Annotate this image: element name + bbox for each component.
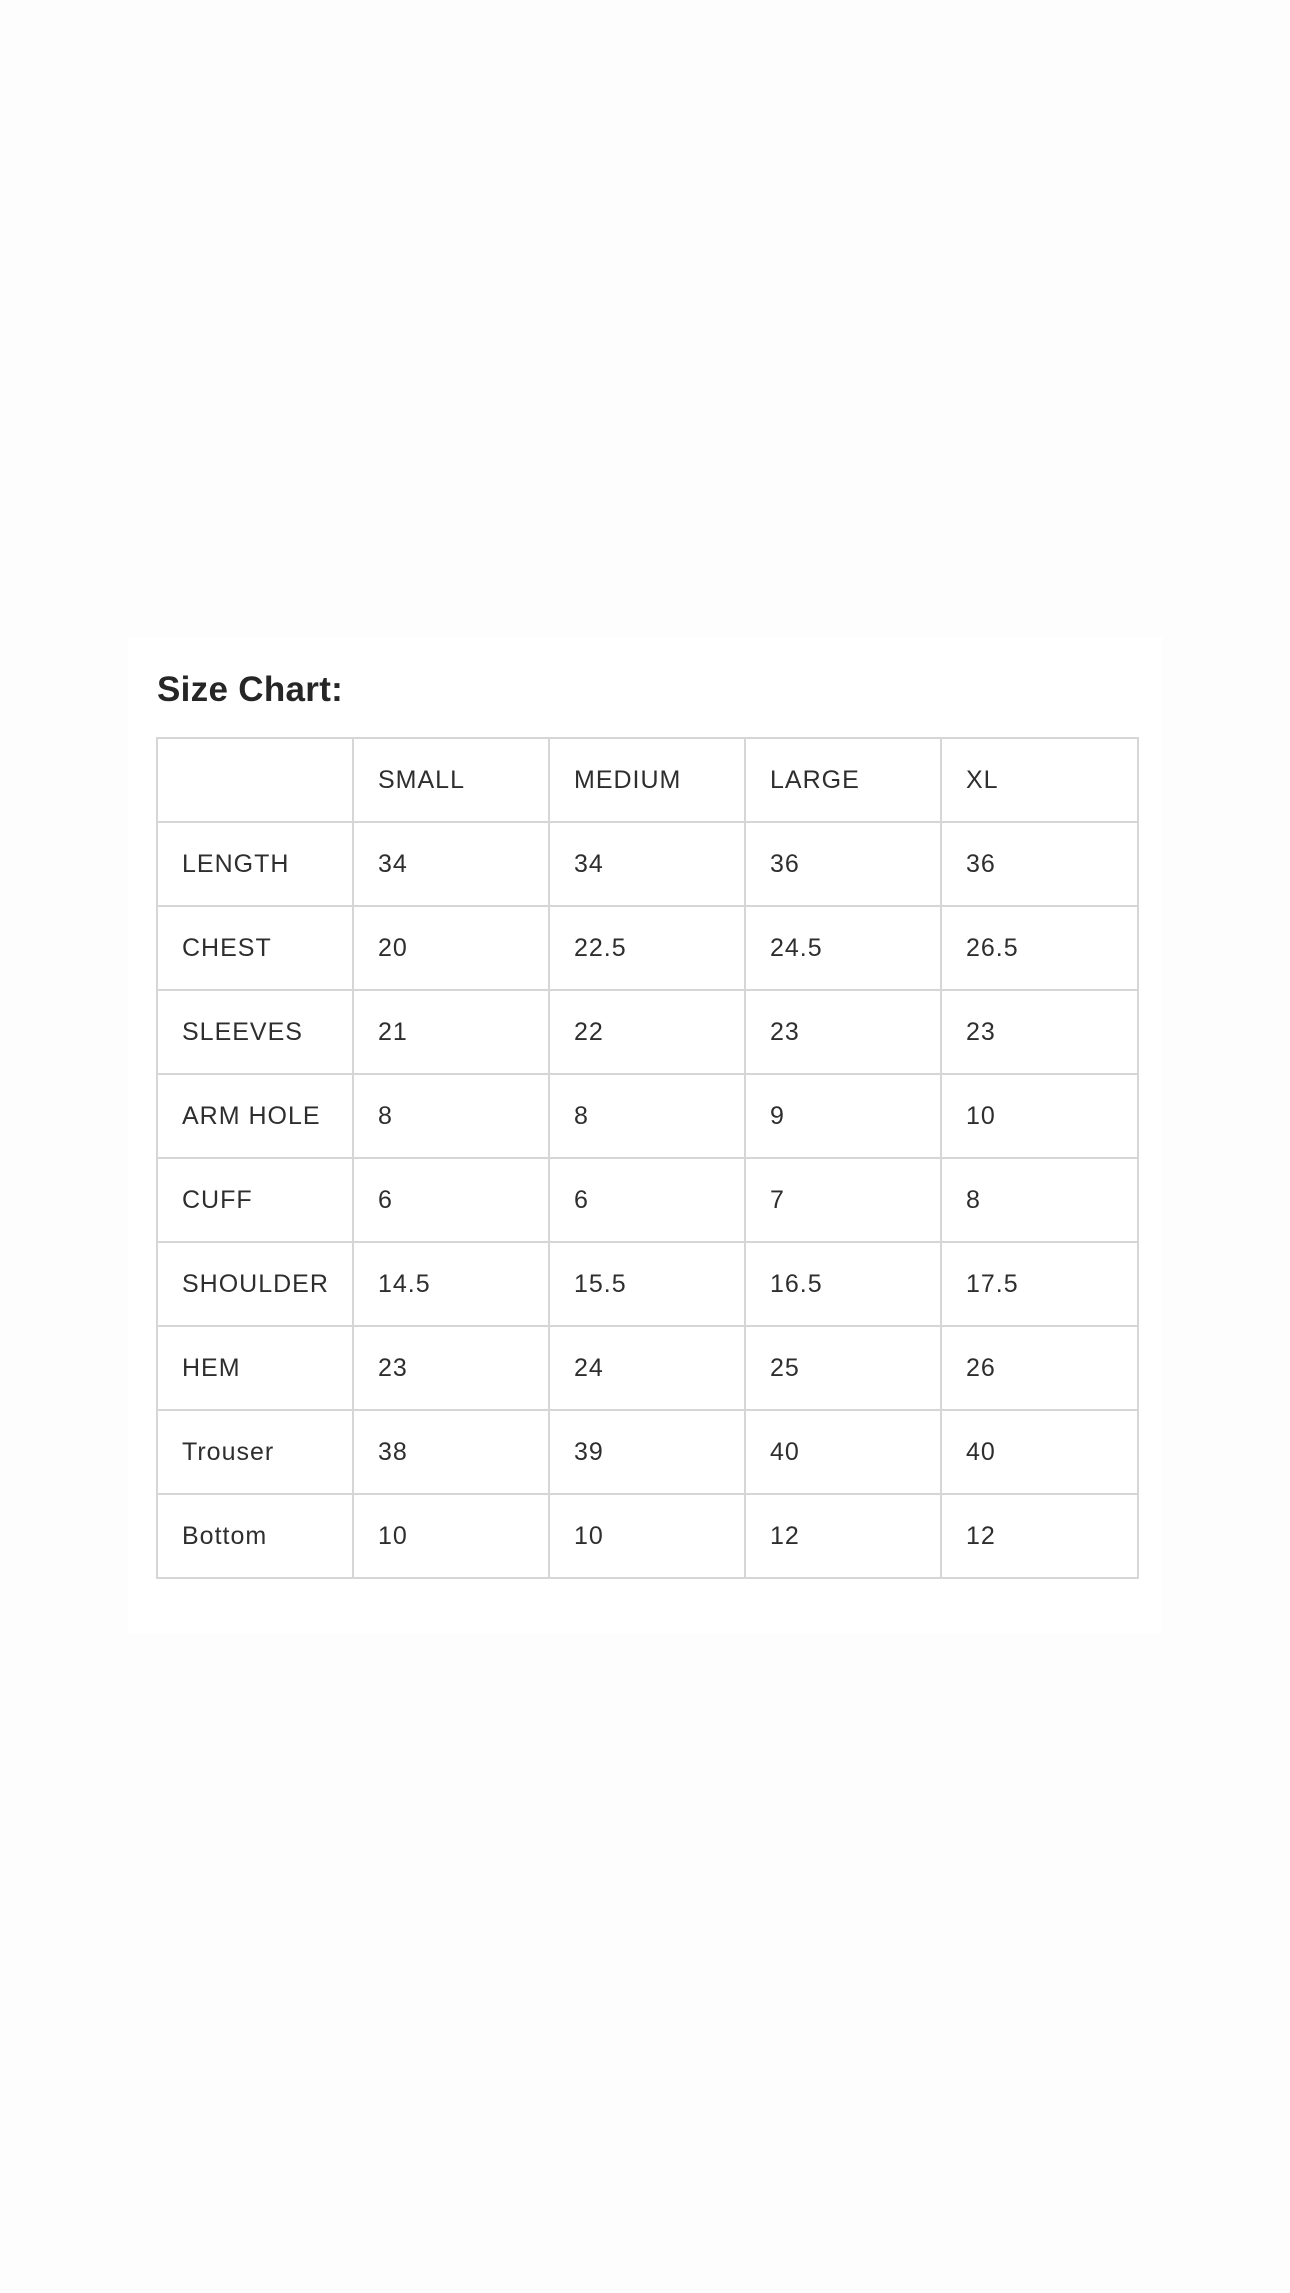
table-cell-medium: 10: [549, 1494, 745, 1578]
table-cell-small: 6: [353, 1158, 549, 1242]
table-cell-large: 7: [745, 1158, 941, 1242]
table-header-row: [157, 738, 1138, 822]
table-cell-large: 23: [745, 990, 941, 1074]
table-cell-measurement: SLEEVES: [157, 990, 353, 1074]
table-row: [157, 1410, 1138, 1494]
table-cell-large: 12: [745, 1494, 941, 1578]
table-cell-large: 25: [745, 1326, 941, 1410]
table-cell-large: 36: [745, 822, 941, 906]
table-cell-xl: 26: [941, 1326, 1138, 1410]
table-row: [157, 990, 1138, 1074]
table-cell-medium: 24: [549, 1326, 745, 1410]
table-cell-large: 16.5: [745, 1242, 941, 1326]
table-cell-xl: 36: [941, 822, 1138, 906]
table-cell-small: 20: [353, 906, 549, 990]
header-cell-large: LARGE: [745, 738, 941, 822]
table-row: [157, 1242, 1138, 1326]
table-cell-measurement: CHEST: [157, 906, 353, 990]
table-cell-measurement: ARM HOLE: [157, 1074, 353, 1158]
table-cell-measurement: HEM: [157, 1326, 353, 1410]
table-cell-small: 38: [353, 1410, 549, 1494]
table-cell-medium: 34: [549, 822, 745, 906]
table-cell-measurement: Trouser: [157, 1410, 353, 1494]
table-row: [157, 1158, 1138, 1242]
table-cell-xl: 26.5: [941, 906, 1138, 990]
table-row: [157, 822, 1138, 906]
table-cell-small: 21: [353, 990, 549, 1074]
table-cell-small: 8: [353, 1074, 549, 1158]
header-cell-small: SMALL: [353, 738, 549, 822]
table-cell-measurement: CUFF: [157, 1158, 353, 1242]
table-cell-medium: 8: [549, 1074, 745, 1158]
table-cell-xl: 40: [941, 1410, 1138, 1494]
table-cell-small: 14.5: [353, 1242, 549, 1326]
table-row: [157, 1494, 1138, 1578]
table-cell-medium: 22: [549, 990, 745, 1074]
table-cell-medium: 22.5: [549, 906, 745, 990]
table-cell-measurement: LENGTH: [157, 822, 353, 906]
table-cell-medium: 39: [549, 1410, 745, 1494]
table-cell-small: 34: [353, 822, 549, 906]
table-cell-xl: 8: [941, 1158, 1138, 1242]
table-cell-large: 9: [745, 1074, 941, 1158]
table-cell-small: 10: [353, 1494, 549, 1578]
table-row: [157, 1326, 1138, 1410]
size-chart-title: Size Chart:: [157, 670, 344, 709]
table-cell-medium: 15.5: [549, 1242, 745, 1326]
header-cell-xl: XL: [941, 738, 1138, 822]
table-cell-measurement: SHOULDER: [157, 1242, 353, 1326]
size-chart-table: [156, 737, 1139, 1579]
table-cell-medium: 6: [549, 1158, 745, 1242]
table-row: [157, 906, 1138, 990]
table-cell-large: 40: [745, 1410, 941, 1494]
table-cell-small: 23: [353, 1326, 549, 1410]
table-cell-xl: 23: [941, 990, 1138, 1074]
table-cell-xl: 12: [941, 1494, 1138, 1578]
table-row: [157, 1074, 1138, 1158]
table-cell-xl: 17.5: [941, 1242, 1138, 1326]
header-cell-empty: [157, 738, 353, 822]
table-cell-large: 24.5: [745, 906, 941, 990]
table-cell-measurement: Bottom: [157, 1494, 353, 1578]
header-cell-medium: MEDIUM: [549, 738, 745, 822]
table-cell-xl: 10: [941, 1074, 1138, 1158]
